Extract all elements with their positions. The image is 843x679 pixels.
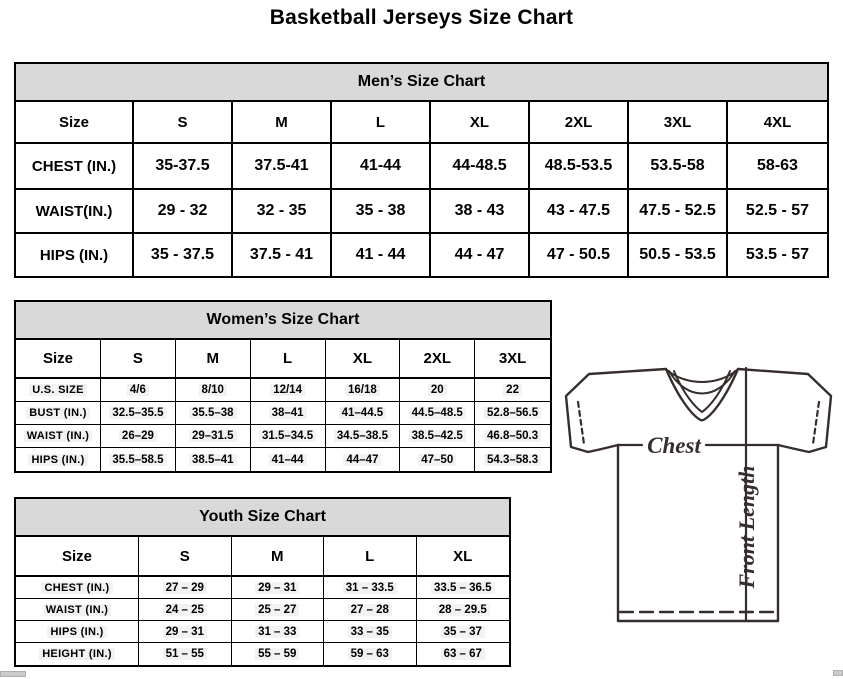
table-cell-text: 44–47 <box>343 454 381 466</box>
jersey-vneck-inner <box>674 371 730 412</box>
table-cell-text: 38–41 <box>269 407 307 419</box>
column-header: S <box>139 537 232 577</box>
column-header: L <box>251 340 326 379</box>
table-cell <box>400 402 475 425</box>
table-cell-text: 20 <box>428 384 447 396</box>
table-cell: 37.5-41 <box>233 144 332 190</box>
table-cell: 35 - 37.5 <box>134 234 233 276</box>
table-cell-text: 16/18 <box>345 384 380 396</box>
table-cell-text: 32.5–35.5 <box>109 407 166 419</box>
row-label-text: WAIST (IN.) <box>43 604 112 616</box>
table-cell-text: 26–29 <box>119 430 157 442</box>
bottom-right-handle <box>833 670 843 676</box>
table-cell: 44 - 47 <box>431 234 530 276</box>
table-cell-text: 28 – 29.5 <box>436 604 490 616</box>
table-cell-text: 63 – 67 <box>441 648 485 660</box>
table-cell-text: 34.5–38.5 <box>334 430 391 442</box>
jersey-left-cuff-dashes <box>578 402 584 444</box>
table-cell-text: 47–50 <box>418 454 456 466</box>
row-label: HIPS (IN.) <box>16 234 134 276</box>
table-cell: 43 - 47.5 <box>530 190 629 234</box>
table-cell-text: 51 – 55 <box>163 648 207 660</box>
table-cell <box>251 379 326 402</box>
row-label <box>16 379 101 402</box>
table-cell <box>324 599 417 621</box>
row-label-text: BUST (IN.) <box>26 407 89 419</box>
table-cell-text: 31 – 33 <box>255 626 299 638</box>
table-cell <box>324 643 417 665</box>
column-header: M <box>176 340 251 379</box>
table-cell: 35 - 38 <box>332 190 431 234</box>
table-cell <box>101 448 176 471</box>
table-cell-text: 54.3–58.3 <box>484 454 541 466</box>
table-cell-text: 33.5 – 36.5 <box>431 582 495 594</box>
table-cell-text: 27 – 29 <box>163 582 207 594</box>
column-header: XL <box>431 102 530 144</box>
column-header: L <box>332 102 431 144</box>
table-cell <box>251 402 326 425</box>
table-cell: 44-48.5 <box>431 144 530 190</box>
table-cell <box>101 379 176 402</box>
column-header: 3XL <box>629 102 728 144</box>
table-cell: 29 - 32 <box>134 190 233 234</box>
table-cell-text: 29 – 31 <box>163 626 207 638</box>
table-cell: 41 - 44 <box>332 234 431 276</box>
row-label: CHEST (IN.) <box>16 144 134 190</box>
table-cell <box>101 425 176 448</box>
table-cell-text: 52.8–56.5 <box>484 407 541 419</box>
table-title: Men’s Size Chart <box>357 73 486 90</box>
row-label-text: WAIST (IN.) <box>24 430 93 442</box>
column-header: M <box>232 537 325 577</box>
table-cell-text: 46.8–50.3 <box>484 430 541 442</box>
table-cell: 37.5 - 41 <box>233 234 332 276</box>
table-cell-text: 55 – 59 <box>255 648 299 660</box>
table-cell <box>139 621 232 643</box>
table-cell: 35-37.5 <box>134 144 233 190</box>
table-cell-text: 44.5–48.5 <box>409 407 466 419</box>
table-cell-text: 33 – 35 <box>348 626 392 638</box>
table-cell <box>417 621 510 643</box>
jersey-right-cuff-dashes <box>813 402 819 444</box>
table-cell-text: 29 – 31 <box>255 582 299 594</box>
table-cell <box>232 599 325 621</box>
table-cell <box>326 402 401 425</box>
row-label: WAIST(IN.) <box>16 190 134 234</box>
column-header: M <box>233 102 332 144</box>
row-label <box>16 402 101 425</box>
column-header: Size <box>16 340 101 379</box>
table-cell <box>232 577 325 599</box>
table-cell: 58-63 <box>728 144 827 190</box>
row-label-text: HIPS (IN.) <box>47 626 106 638</box>
table-cell <box>475 425 550 448</box>
table-cell: 52.5 - 57 <box>728 190 827 234</box>
table-cell-text: 35 – 37 <box>441 626 485 638</box>
table-cell-text: 29–31.5 <box>189 430 237 442</box>
womens-size-chart-table <box>14 300 552 473</box>
mens-size-chart-table <box>14 62 829 278</box>
table-cell <box>251 448 326 471</box>
youth-size-chart-table <box>14 497 511 667</box>
table-cell <box>176 402 251 425</box>
table-cell <box>475 448 550 471</box>
row-label <box>16 448 101 471</box>
table-cell <box>400 379 475 402</box>
column-header: 2XL <box>400 340 475 379</box>
bottom-left-handle <box>0 671 26 677</box>
table-cell <box>176 379 251 402</box>
front-length-label: Front Length <box>734 465 759 589</box>
column-header: XL <box>326 340 401 379</box>
jersey-measurement-diagram <box>556 355 842 645</box>
table-cell: 50.5 - 53.5 <box>629 234 728 276</box>
table-cell: 32 - 35 <box>233 190 332 234</box>
table-cell: 48.5-53.5 <box>530 144 629 190</box>
table-cell <box>139 599 232 621</box>
table-cell-text: 8/10 <box>199 384 227 396</box>
table-cell <box>475 379 550 402</box>
table-cell-text: 22 <box>503 384 522 396</box>
table-cell <box>326 448 401 471</box>
table-cell <box>400 448 475 471</box>
table-cell-text: 27 – 28 <box>348 604 392 616</box>
row-label <box>16 643 139 665</box>
table-title: Women’s Size Chart <box>206 311 360 328</box>
table-cell <box>232 621 325 643</box>
table-cell-text: 4/6 <box>127 384 149 396</box>
table-cell <box>251 425 326 448</box>
table-cell-text: 38.5–42.5 <box>409 430 466 442</box>
table-cell <box>417 599 510 621</box>
table-cell <box>101 402 176 425</box>
table-cell <box>417 643 510 665</box>
table-title: Youth Size Chart <box>199 508 326 525</box>
table-cell-text: 59 – 63 <box>348 648 392 660</box>
row-label <box>16 425 101 448</box>
column-header: Size <box>16 537 139 577</box>
page-title: Basketball Jerseys Size Chart <box>269 6 574 29</box>
table-cell <box>324 577 417 599</box>
column-header: S <box>101 340 176 379</box>
table-cell <box>176 425 251 448</box>
column-header: 2XL <box>530 102 629 144</box>
table-cell <box>417 577 510 599</box>
row-label-text: CHEST (IN.) <box>41 582 112 594</box>
youth-table-header-band <box>16 499 509 537</box>
chest-label: Chest <box>647 433 701 458</box>
column-header: Size <box>16 102 134 144</box>
row-label-text: U.S. SIZE <box>29 384 87 396</box>
row-label-text: HEIGHT (IN.) <box>39 648 115 660</box>
table-cell <box>232 643 325 665</box>
table-cell-text: 35.5–58.5 <box>109 454 166 466</box>
row-label <box>16 599 139 621</box>
column-header: S <box>134 102 233 144</box>
table-cell-text: 25 – 27 <box>255 604 299 616</box>
table-cell: 38 - 43 <box>431 190 530 234</box>
column-header: 3XL <box>475 340 550 379</box>
table-cell <box>400 425 475 448</box>
column-header: 4XL <box>728 102 827 144</box>
table-cell-text: 12/14 <box>270 384 305 396</box>
table-cell <box>176 448 251 471</box>
womens-table-grid <box>16 340 550 471</box>
womens-table-header-band <box>16 302 550 340</box>
column-header: L <box>324 537 417 577</box>
table-cell <box>139 577 232 599</box>
youth-table-grid <box>16 537 509 665</box>
table-cell: 41-44 <box>332 144 431 190</box>
row-label-text: HIPS (IN.) <box>28 454 87 466</box>
table-cell: 53.5-58 <box>629 144 728 190</box>
column-header: XL <box>417 537 510 577</box>
table-cell: 47 - 50.5 <box>530 234 629 276</box>
row-label <box>16 577 139 599</box>
mens-table-grid <box>16 102 827 276</box>
table-cell: 53.5 - 57 <box>745 246 810 263</box>
mens-table-header-band <box>16 64 827 102</box>
table-cell <box>324 621 417 643</box>
table-cell <box>139 643 232 665</box>
table-cell-text: 35.5–38 <box>189 407 237 419</box>
table-cell-text: 41–44 <box>269 454 307 466</box>
row-label <box>16 621 139 643</box>
table-cell: 47.5 - 52.5 <box>629 190 728 234</box>
table-cell-text: 24 – 25 <box>163 604 207 616</box>
table-cell <box>326 379 401 402</box>
table-cell <box>475 402 550 425</box>
table-cell <box>326 425 401 448</box>
table-cell-text: 31 – 33.5 <box>343 582 397 594</box>
table-cell-text: 41–44.5 <box>339 407 387 419</box>
table-cell-text: 38.5–41 <box>189 454 237 466</box>
table-cell-text: 31.5–34.5 <box>259 430 316 442</box>
